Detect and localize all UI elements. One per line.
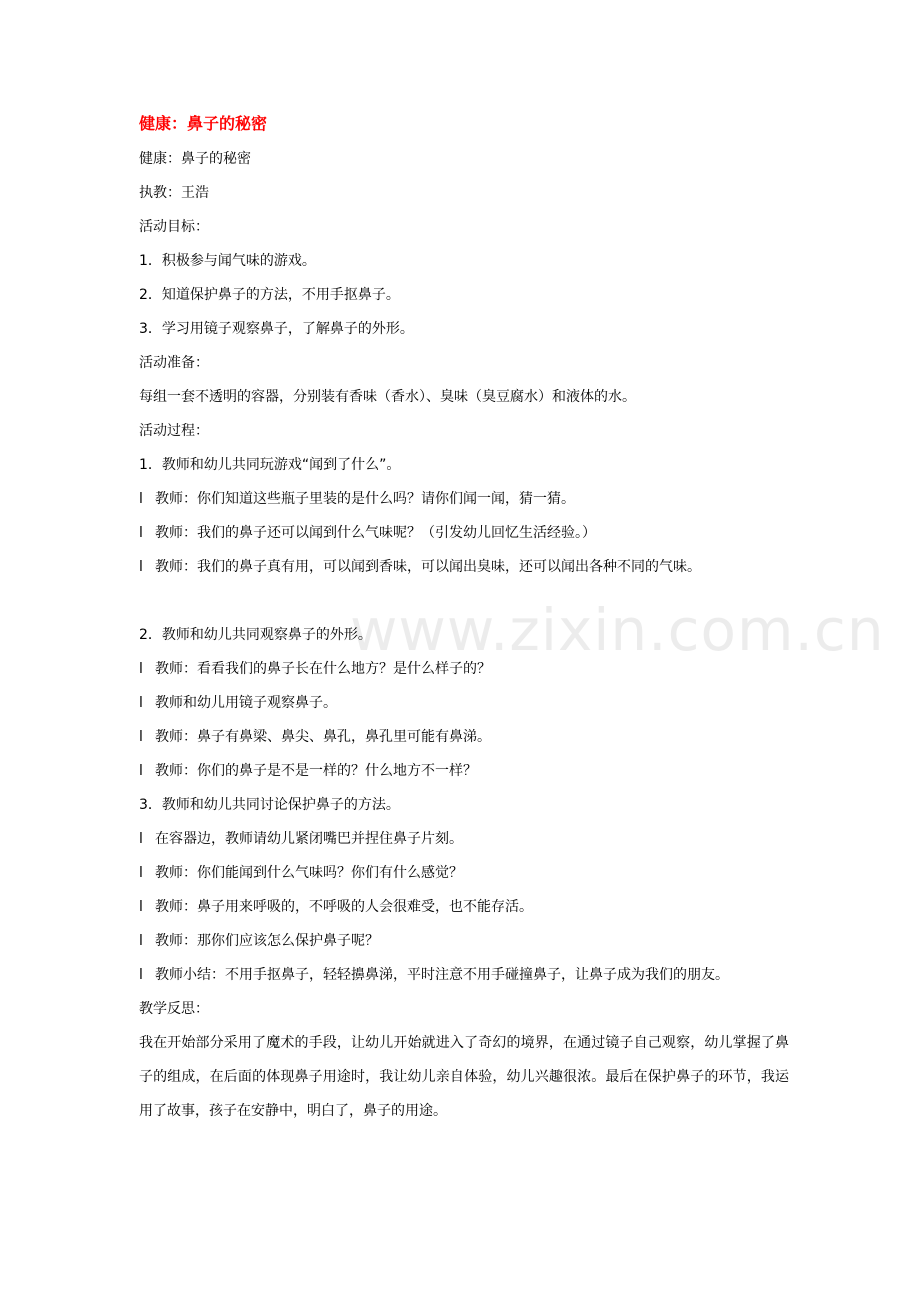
watermark: www.zixin.com.cn — [350, 596, 885, 664]
bullet-item: l 教师：你们的鼻子是不是一样的？什么地方不一样？ — [139, 754, 789, 788]
text-line: 1．教师和幼儿共同玩游戏“闻到了什么”。 — [139, 457, 401, 473]
bullet-icon: l — [139, 695, 143, 711]
spacer — [139, 584, 789, 618]
reflection-label: 教学反思： — [139, 1001, 209, 1017]
text-line: 活动目标： — [139, 219, 209, 235]
bullet-item: l 教师：我们的鼻子真有用，可以闻到香味，可以闻出臭味，还可以闻出各种不同的气味。 — [139, 550, 789, 584]
text-line: 健康：鼻子的秘密 — [139, 151, 251, 167]
bullet-icon: l — [139, 933, 143, 949]
bullet-item: l 教师和幼儿用镜子观察鼻子。 — [139, 686, 789, 720]
bullet-item: l 教师：你们知道这些瓶子里装的是什么吗？请你们闻一闻，猜一猜。 — [139, 482, 789, 516]
bullet-icon: l — [139, 491, 143, 507]
document-body — [139, 112, 789, 1128]
bullet-item: l 教师：我们的鼻子还可以闻到什么气味呢？（引发幼儿回忆生活经验。） — [139, 516, 789, 550]
text-line: 活动过程： — [139, 423, 209, 439]
text-line: 3．教师和幼儿共同讨论保护鼻子的方法。 — [139, 797, 400, 813]
bullet-icon: l — [139, 661, 143, 677]
bullet-icon: l — [139, 525, 143, 541]
bullet-icon: l — [139, 763, 143, 779]
text-line: 2．教师和幼儿共同观察鼻子的外形。 — [139, 627, 372, 643]
bullet-icon: l — [139, 865, 143, 881]
reflection-paragraph: 我在开始部分采用了魔术的手段，让幼儿开始就进入了奇幻的境界，在通过镜子自己观察，幼儿掌握了鼻子的组成，在后面的体现鼻子用途时，我让幼儿亲自体验，幼儿兴趣很浓。最后在保护鼻子的环节，我运用了故事，孩子在安静中，明白了，鼻子的用途。 — [139, 1035, 789, 1119]
document-title: 健康：鼻子的秘密 — [139, 114, 268, 133]
bullet-icon: l — [139, 729, 143, 745]
bullet-item: l 教师：鼻子有鼻梁、鼻尖、鼻孔，鼻孔里可能有鼻涕。 — [139, 720, 789, 754]
bullet-item: l 教师：鼻子用来呼吸的，不呼吸的人会很难受，也不能存活。 — [139, 890, 789, 924]
text-line: 活动准备： — [139, 355, 209, 371]
bullet-item: l 教师：看看我们的鼻子长在什么地方？是什么样子的？ — [139, 652, 789, 686]
bullet-item: l 教师：那你们应该怎么保护鼻子呢？ — [139, 924, 789, 958]
text-line: 2．知道保护鼻子的方法，不用手抠鼻子。 — [139, 287, 400, 303]
text-line: 每组一套不透明的容器，分别装有香味（香水）、臭味（臭豆腐水）和液体的水。 — [139, 389, 636, 405]
text-line: 执教：王浩 — [139, 185, 209, 201]
bullet-item: l 教师小结：不用手抠鼻子，轻轻擤鼻涕，平时注意不用手碰撞鼻子，让鼻子成为我们的朋友。 — [139, 958, 789, 992]
bullet-item: l 在容器边，教师请幼儿紧闭嘴巴并捏住鼻子片刻。 — [139, 822, 789, 856]
bullet-icon: l — [139, 559, 143, 575]
bullet-icon: l — [139, 899, 143, 915]
bullet-item: l 教师：你们能闻到什么气味吗？你们有什么感觉？ — [139, 856, 789, 890]
text-line: 1．积极参与闻气味的游戏。 — [139, 253, 316, 269]
bullet-icon: l — [139, 831, 143, 847]
text-line: 3．学习用镜子观察鼻子，了解鼻子的外形。 — [139, 321, 414, 337]
bullet-icon: l — [139, 967, 143, 983]
